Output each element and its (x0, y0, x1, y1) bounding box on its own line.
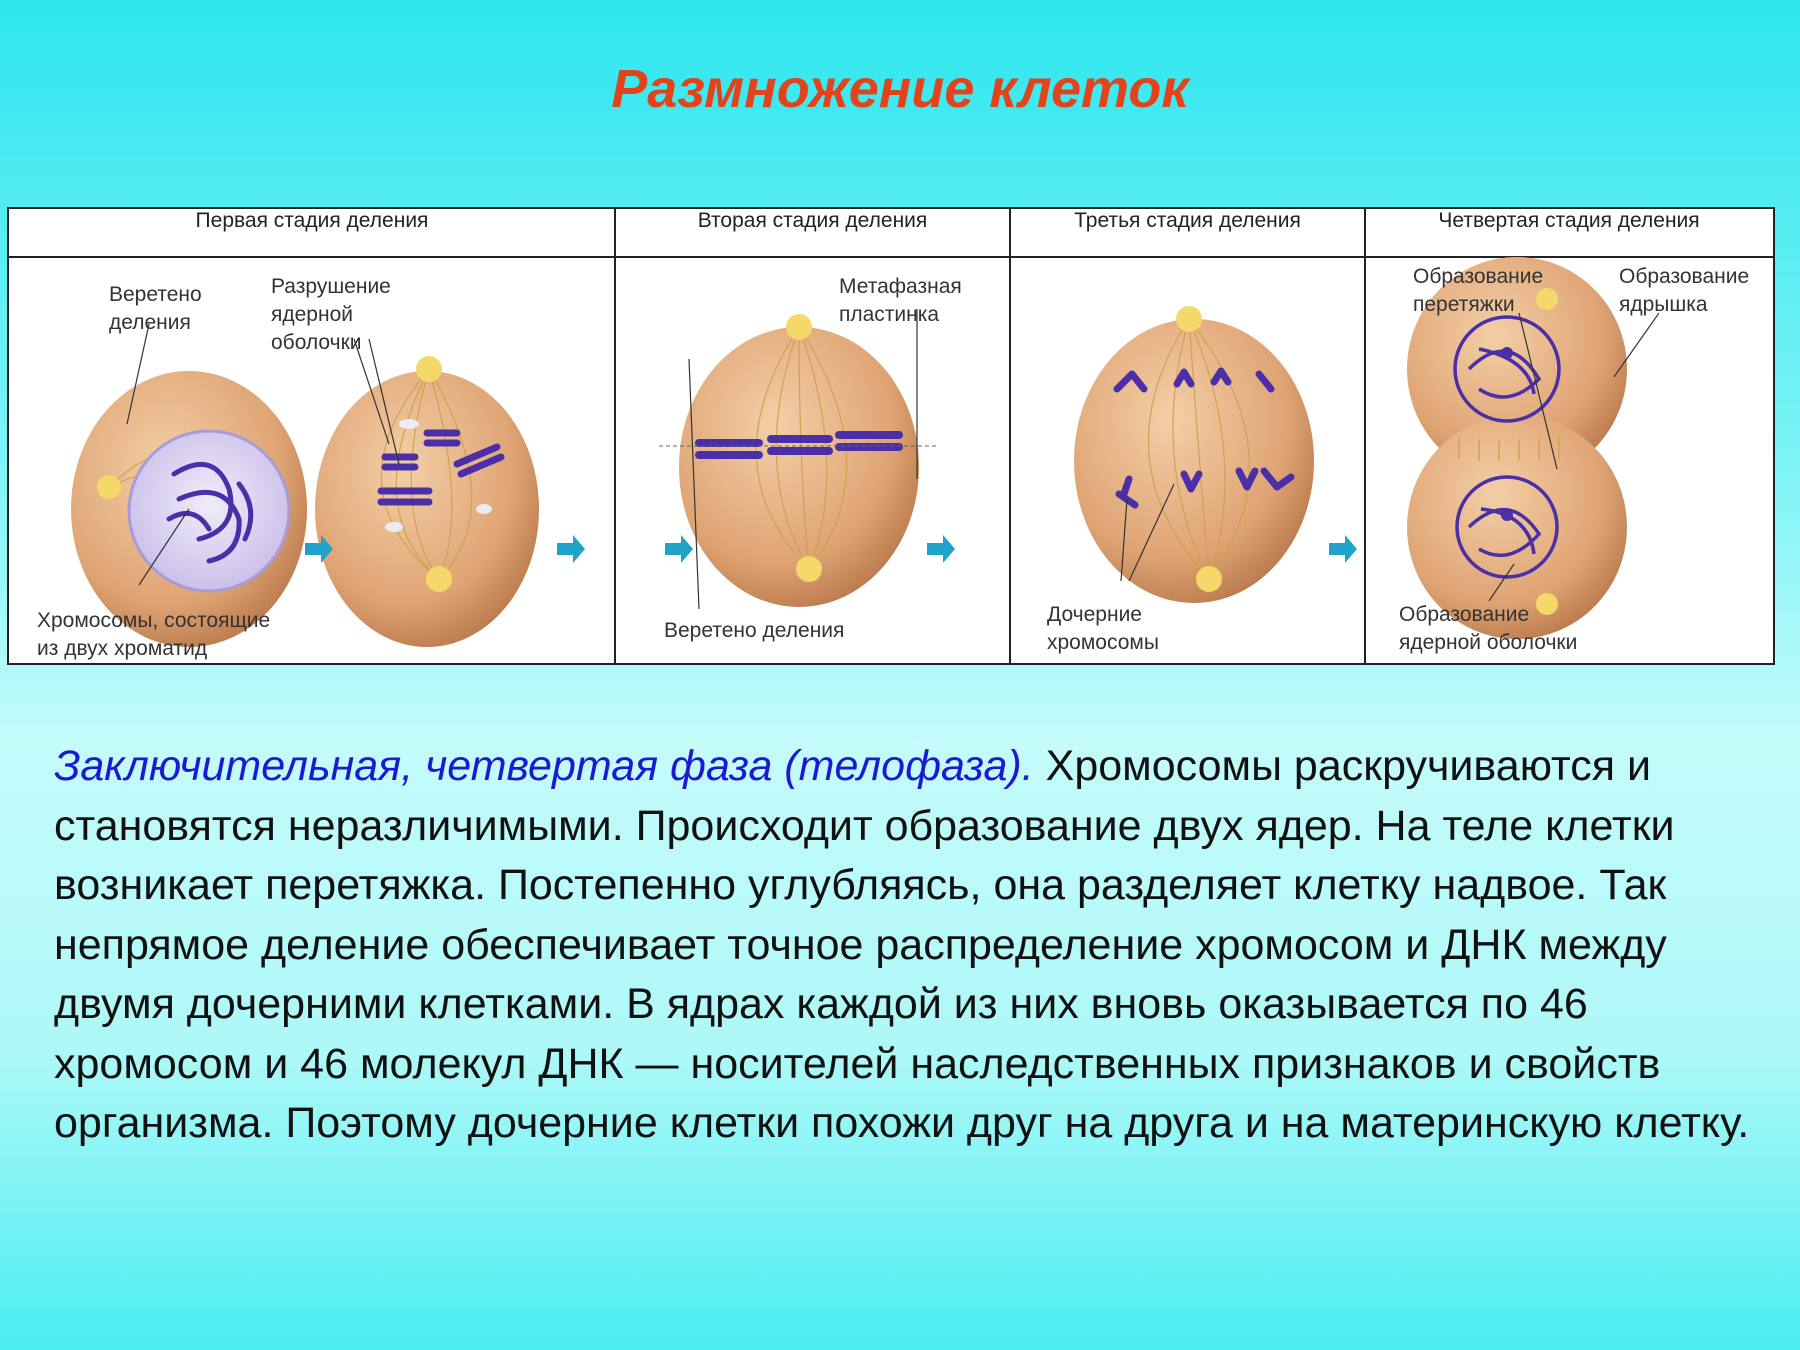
arrow-5 (1329, 535, 1357, 563)
stage-header-3: Третья стадия деления (1074, 209, 1301, 232)
label-chromosomes: Хромосомы, состоящие из двух хроматид (37, 609, 271, 660)
stage-header-1: Первая стадия деления (195, 209, 429, 232)
paragraph-body: Хромосомы раскручиваются и становятся неразличимыми. Происходит образование двух ядер. На теле клетки возникает перетяжка. Постепенно углубляясь, она разделяет клетку надвое. Так непрямое деление обеспечивает точное распределение хромосом и ДНК между двумя дочерними клетками. В ядрах каждой из них вновь оказывается по 46 хромосом и 46 молекул ДНК — носителей наследственных признаков и свойств организма. Поэтому дочерние клетки похожи друг на друга и на материнскую клетку. (54, 742, 1750, 1147)
arrow-3 (665, 535, 693, 563)
stage-header-4: Четвертая стадия деления (1438, 209, 1700, 232)
prometaphase-cell (315, 356, 539, 647)
label-daughter-chromosomes: Дочерние хромосомы (1047, 603, 1159, 654)
slide-title: Размножение клеток (611, 59, 1189, 119)
arrow-4 (927, 535, 955, 563)
label-nucleolus: Образование ядрышка (1619, 265, 1750, 316)
anaphase-cell (1074, 306, 1314, 603)
arrow-2 (557, 535, 585, 563)
paragraph-lead: Заключительная, четвертая фаза (телофаза). (54, 742, 1034, 790)
label-envelope-breakdown: Разрушение ядерной оболочки (271, 275, 391, 354)
label-metaphase-plate: Метафазная пластинка (839, 275, 962, 326)
label-spindle-2: Веретено деления (664, 619, 845, 642)
metaphase-cell (659, 314, 939, 607)
mitosis-figure (7, 207, 1775, 665)
label-spindle: Веретено деления (109, 283, 202, 334)
label-nuclear-envelope: Образование ядерной оболочки (1399, 603, 1578, 654)
label-constriction: Образование перетяжки (1413, 265, 1544, 316)
stage-header-2: Вторая стадия деления (697, 209, 928, 232)
description-paragraph (54, 737, 1774, 1154)
